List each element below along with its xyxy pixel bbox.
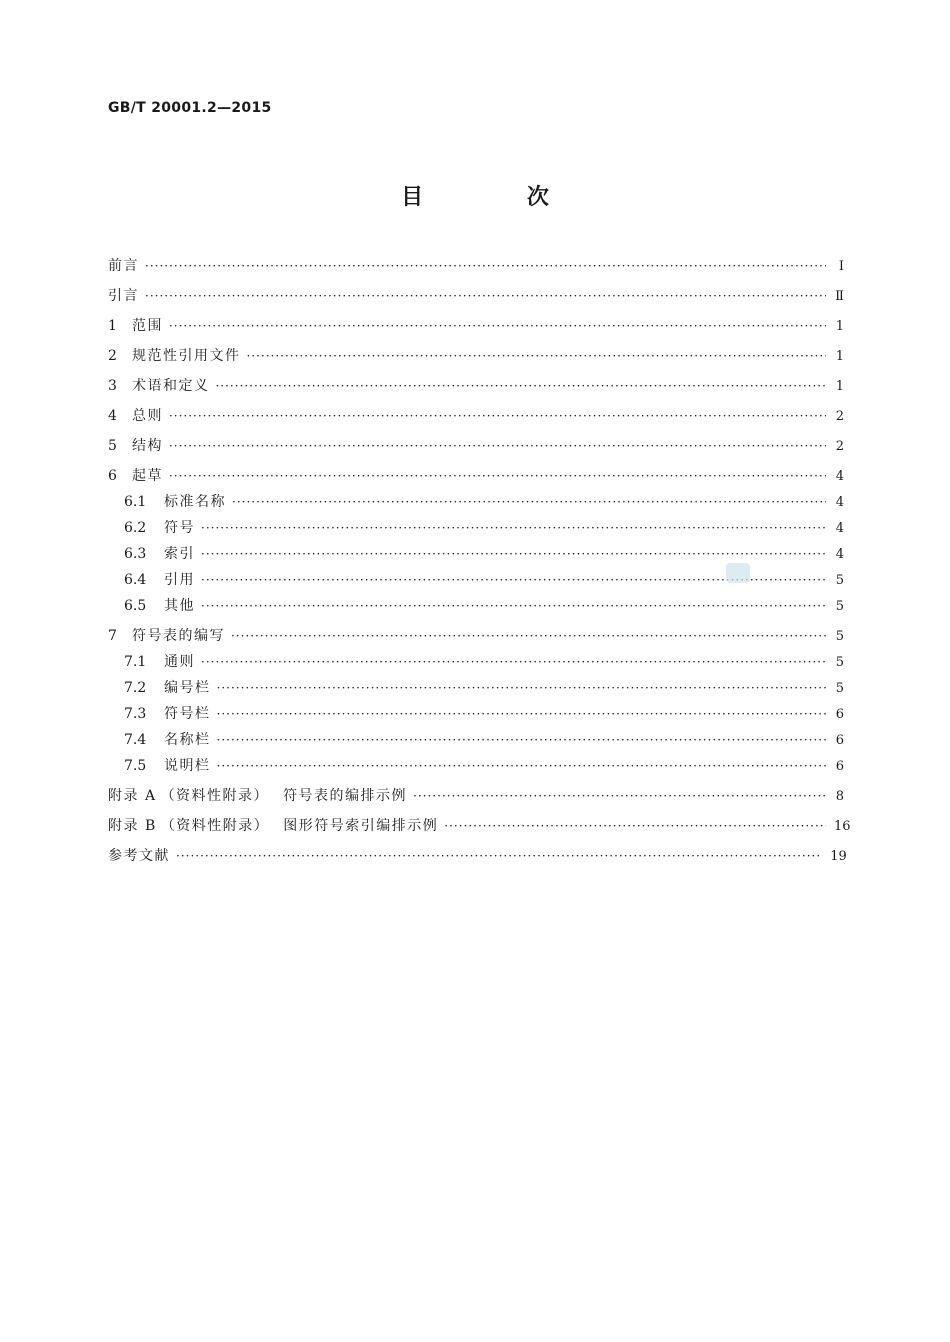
toc-entry-7-4[interactable] [108,732,844,749]
toc-entry-label: 符号栏 [164,706,211,722]
toc-leader-dots [246,348,826,364]
toc-leader-dots [169,468,826,484]
toc-entry-number: 6 [108,468,117,484]
toc-entry-number: 7.1 [124,654,147,670]
toc-entry-number: 7.5 [124,758,147,774]
toc-leader-dots [413,788,826,804]
toc-entry-number: 1 [108,318,117,334]
toc-entry-number: 4 [108,408,117,424]
toc-entry-7-3[interactable] [108,706,844,723]
toc-entry-label: 结构 [131,438,163,454]
toc-entry-1[interactable] [108,318,844,335]
toc-entry-label: 术语和定义 [131,378,210,394]
toc-leader-dots [145,288,826,304]
toc-page-number: 8 [835,789,844,804]
watermark-logo [726,563,750,583]
toc-leader-dots [444,818,826,834]
toc-page-number: 2 [835,409,844,424]
toc-entry-label: 编号栏 [164,680,211,696]
toc-leader-dots [215,378,826,394]
toc-entry-3[interactable] [108,378,844,395]
toc-entry-7-1[interactable] [108,654,844,671]
toc-page-number: 4 [835,469,844,484]
toc-entry-label: 引用 [164,572,195,588]
toc-entry-label: 名称栏 [164,732,211,748]
toc-entry-7[interactable] [108,628,844,645]
toc-entry-number: 6.4 [124,572,147,588]
toc-page-number: 5 [835,573,844,588]
toc-entry-number: 附录 A [108,788,157,804]
toc-entry-label: 起草 [131,468,163,484]
toc-entry-label: 标准名称 [164,494,226,510]
toc-leader-dots [176,848,822,864]
toc-entry-label: 规范性引用文件 [131,348,241,364]
toc-entry-6-2[interactable] [108,520,844,537]
toc-leader-dots [201,546,826,562]
toc-entry-label: 图形符号索引编排示例 [283,818,439,834]
toc-entry-number: 7 [108,628,117,644]
toc-entry-label: 索引 [164,546,195,562]
toc-entry-number: 附录 B [108,818,157,834]
toc-entry-5[interactable] [108,438,844,455]
toc-entry-bibliography[interactable] [108,848,847,865]
toc-leader-dots [201,520,826,536]
toc-leader-dots [231,628,826,644]
toc-page-number: 1 [835,319,844,334]
toc-page-number: 6 [835,733,844,748]
toc-page-number: 1 [835,379,844,394]
toc-entry-label: 符号表的编排示例 [283,788,408,804]
toc-leader-dots [232,494,826,510]
toc-leader-dots [169,438,826,454]
toc-page-number: 6 [835,707,844,722]
toc-leader-dots [145,258,826,274]
toc-entry-6-1[interactable] [108,494,844,511]
toc-entry-2[interactable] [108,348,844,365]
toc-page-number: Ⅱ [835,289,844,304]
toc-leader-dots [201,654,826,670]
toc-entry-label: 引言 [108,288,139,304]
toc-entry-annex-b[interactable] [108,818,851,835]
toc-leader-dots [169,408,826,424]
toc-entry-number: 7.4 [124,732,147,748]
toc-entry-4[interactable] [108,408,844,425]
toc-leader-dots [217,680,827,696]
toc-entry-label: 符号表的编写 [131,628,225,644]
toc-entry-number: 6.1 [124,494,147,510]
toc-entry-number: 6.5 [124,598,147,614]
toc-entry-6-5[interactable] [108,598,844,615]
toc-entry-number: 6.2 [124,520,147,536]
toc-entry-label: 前言 [108,258,139,274]
toc-page-number: 4 [835,495,844,510]
toc-annex-class: （资料性附录） [160,818,270,834]
toc-page-number: Ⅰ [838,259,844,274]
toc-page-number: 16 [834,819,851,834]
toc-entry-7-5[interactable] [108,758,844,775]
toc-page-number: 4 [835,521,844,536]
standard-code: GB/T 20001.2—2015 [108,100,272,116]
toc-entry-number: 3 [108,378,117,394]
toc-page-number: 5 [835,655,844,670]
toc-entry-6-3[interactable] [108,546,844,563]
toc-leader-dots [169,318,826,334]
toc-entry-number: 7.3 [124,706,147,722]
toc-entry-number: 2 [108,348,117,364]
toc-entry-introduction[interactable] [108,288,844,305]
toc-entry-number: 7.2 [124,680,147,696]
toc-entry-foreword[interactable] [108,258,844,275]
toc-entry-label: 总则 [131,408,163,424]
toc-page-number: 4 [835,547,844,562]
toc-page-number: 6 [835,759,844,774]
toc-entry-label: 范围 [131,318,163,334]
toc-page-number: 19 [830,849,847,864]
toc-entry-label: 符号 [164,520,195,536]
toc-entry-label: 其他 [164,598,195,614]
toc-page-number: 5 [835,599,844,614]
toc-leader-dots [201,598,826,614]
toc-annex-class: （资料性附录） [160,788,270,804]
toc-entry-number: 5 [108,438,117,454]
toc-leader-dots [217,706,827,722]
toc-leader-dots [217,758,827,774]
toc-page-number: 5 [835,629,844,644]
toc-page-number: 5 [835,681,844,696]
toc-entry-7-2[interactable] [108,680,844,697]
toc-entry-annex-a[interactable] [108,788,844,805]
page-title: 目 次 [401,185,597,210]
toc-page-number: 2 [835,439,844,454]
toc-entry-number: 6.3 [124,546,147,562]
toc-entry-label: 说明栏 [164,758,211,774]
toc-entry-label: 通则 [164,654,195,670]
toc-entry-6[interactable] [108,468,844,485]
toc-leader-dots [217,732,827,748]
toc-page-number: 1 [835,349,844,364]
toc-entry-label: 参考文献 [108,848,170,864]
